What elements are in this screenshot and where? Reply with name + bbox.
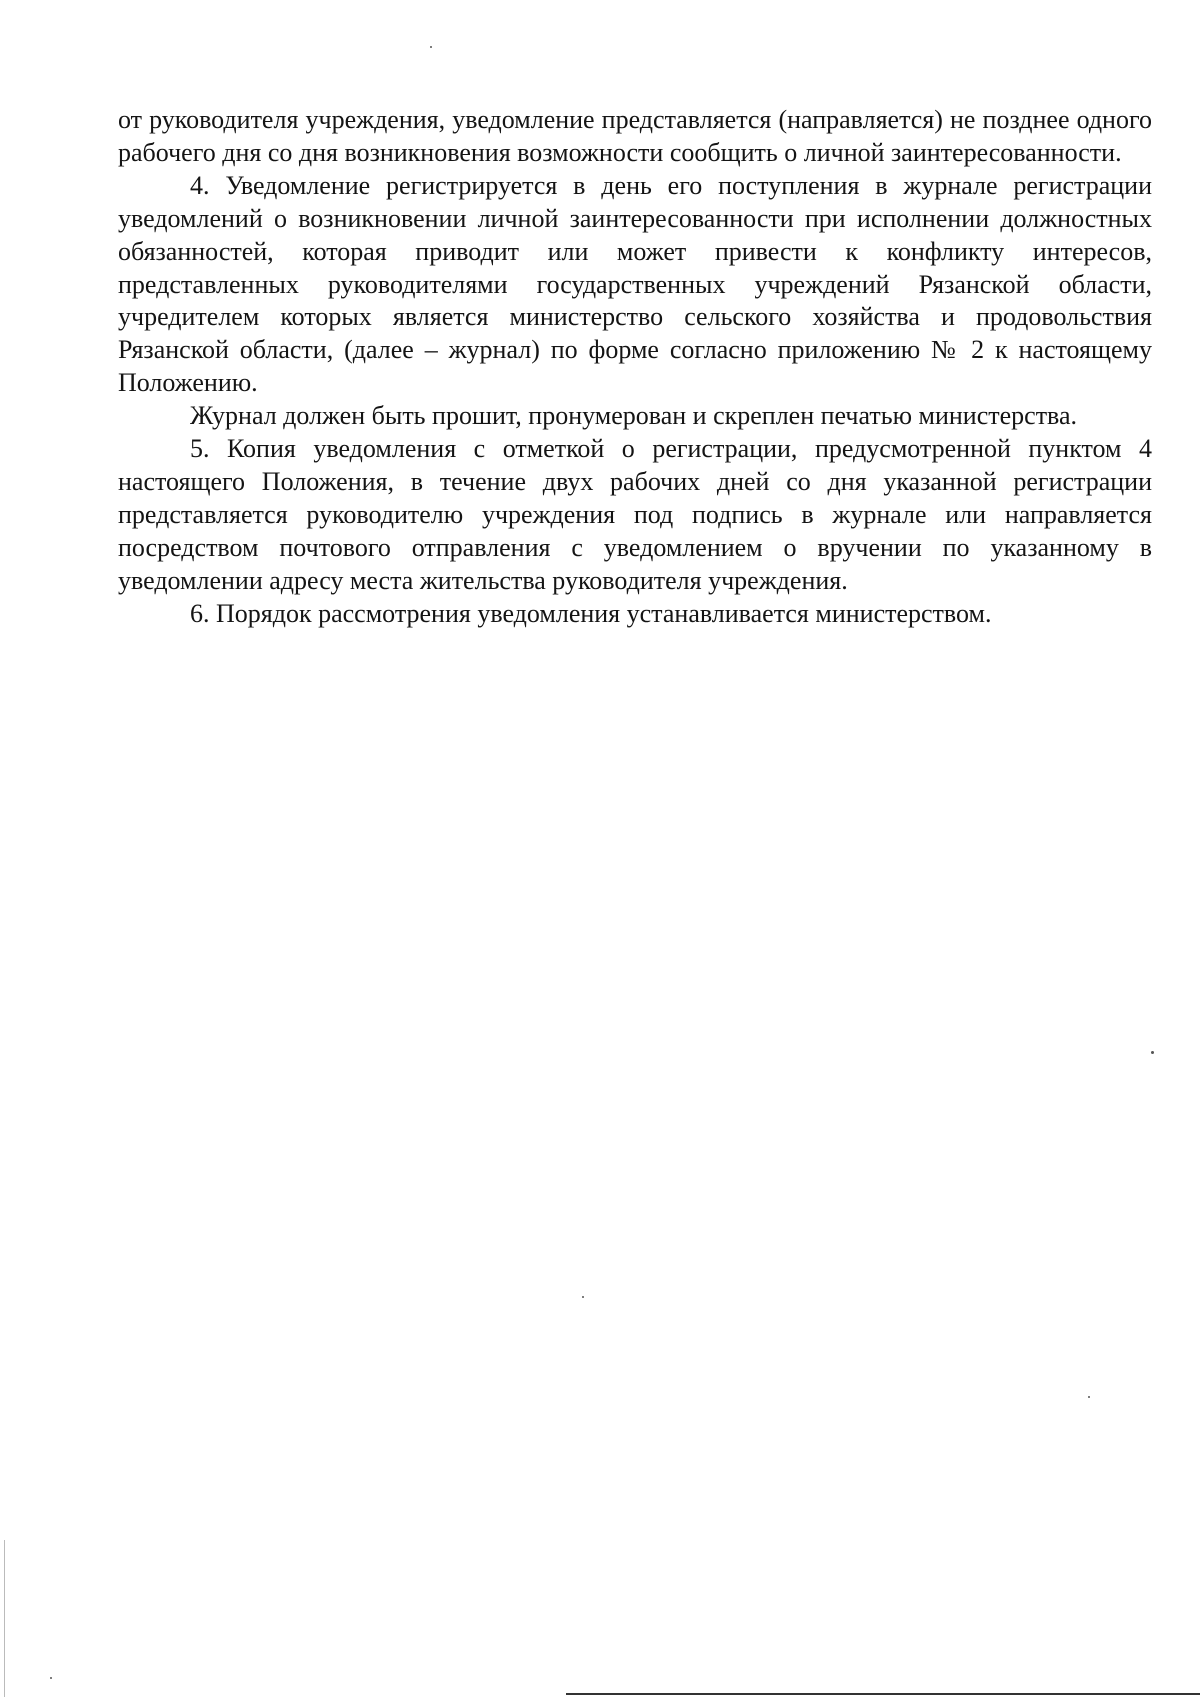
paragraph-item-5: 5. Копия уведомления с отметкой о регистрации, предусмотренной пунктом 4 настоящего Положения, в течение двух рабочих дней со дня указанной регистрации представляется руководителю учреждения под подпись в журнале или направляется посредством почтового отправления с уведомлением о вручении по указанному в уведомлении адресу места жительства руководителя учреждения. — [118, 434, 1152, 595]
scan-speck — [582, 1296, 584, 1298]
paragraph-continuation: от руководителя учреждения, уведомление представляется (направляется) не позднее одного рабочего дня со дня возникновения возможности сообщить о личной заинтересованности. — [118, 105, 1152, 167]
paragraph-journal: Журнал должен быть прошит, пронумерован и скреплен печатью министерства. — [190, 401, 1078, 431]
paragraph-item-6: 6. Порядок рассмотрения уведомления устанавливается министерством. — [190, 598, 992, 628]
document-body — [118, 104, 1152, 631]
scan-speck — [430, 46, 432, 48]
scan-speck — [50, 1677, 52, 1679]
paragraph-item-4: 4. Уведомление регистрируется в день его поступления в журнале регистрации уведомлений о возникновении личной заинтересованности при исполнении должностных обязанностей, которая приводит или может привести к конфликту интересов, представленных руководителями государственных учреждений Рязанской области, учредителем которых является министерство сельского хозяйства и продовольствия Рязанской области, (далее – журнал) по форме согласно приложению № 2 к настоящему Положению. — [118, 170, 1152, 398]
scan-edge-bottom — [566, 1693, 1200, 1695]
scan-edge-left — [4, 1540, 5, 1697]
scan-speck — [1088, 1396, 1090, 1398]
scan-speck — [1151, 1051, 1154, 1054]
